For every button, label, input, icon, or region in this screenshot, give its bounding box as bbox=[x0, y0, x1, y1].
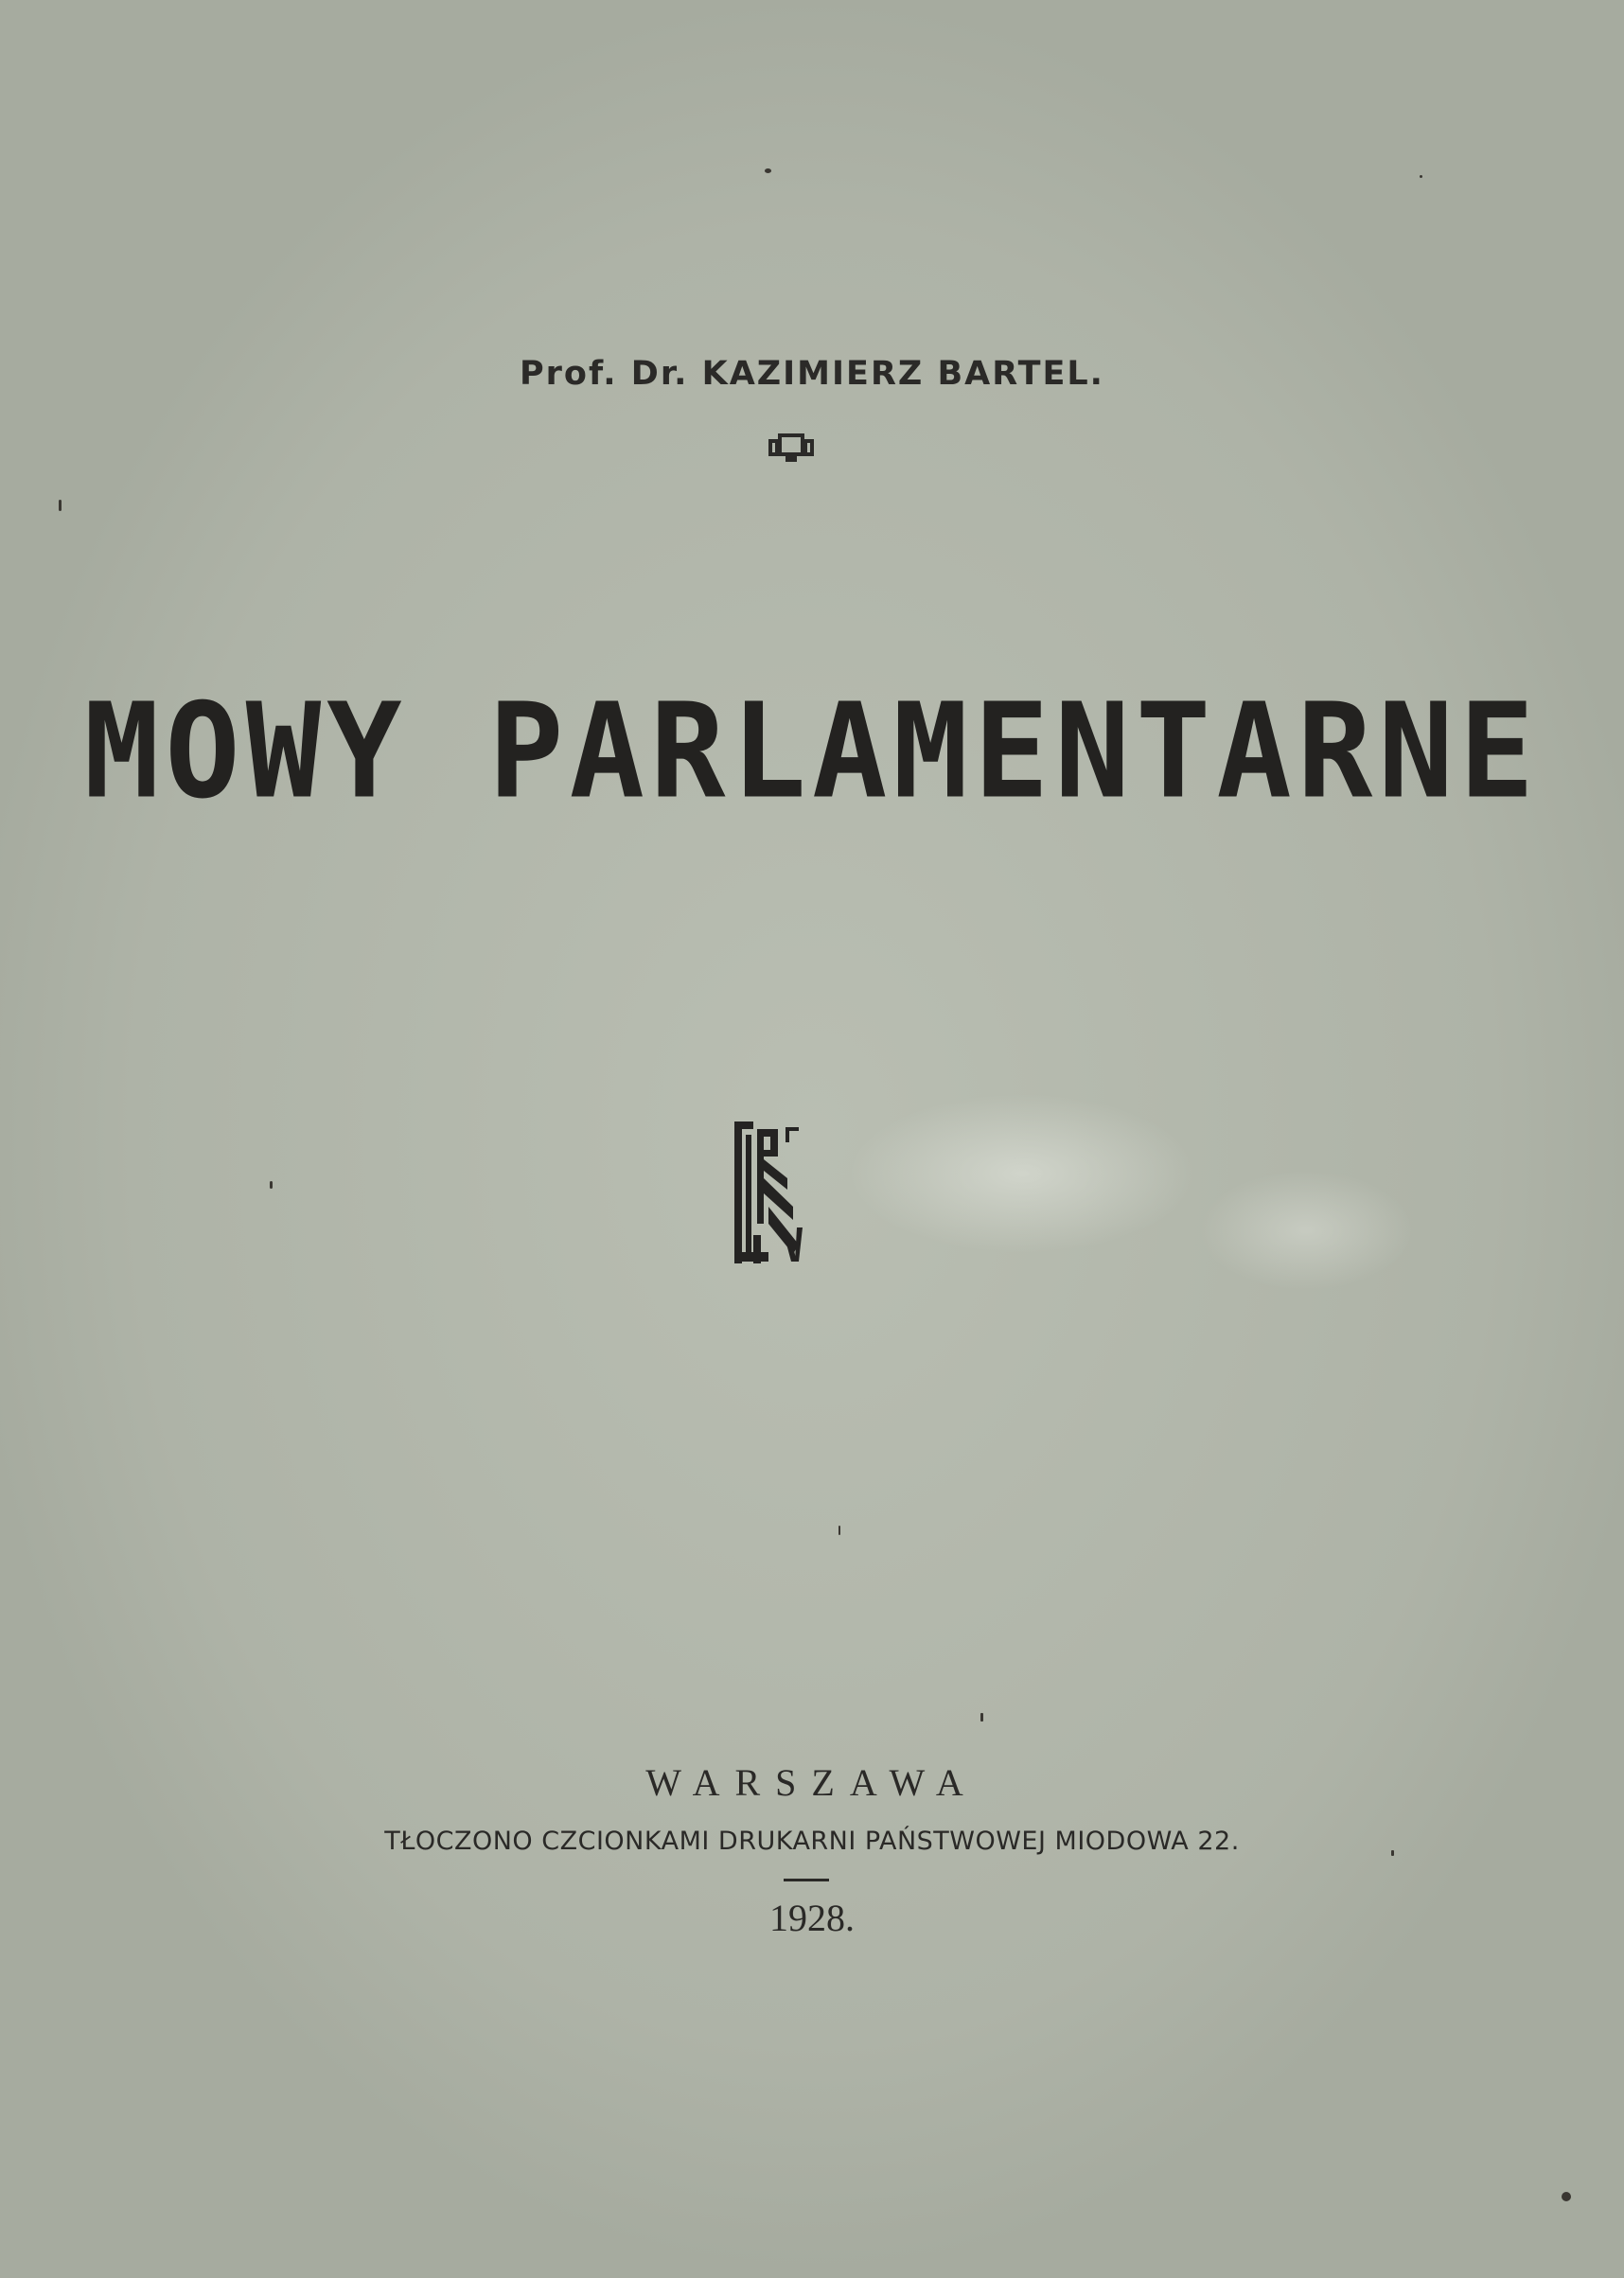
paper-speck bbox=[980, 1713, 983, 1722]
paper-speck bbox=[1562, 2192, 1571, 2201]
imprint-printer: TŁOCZONO CZCIONKAMI DRUKARNI PAŃSTWOWEJ MIODOWA 22. bbox=[384, 1827, 1240, 1856]
author-line: Prof. Dr. KAZIMIERZ BARTEL. bbox=[520, 355, 1104, 393]
paper-speck bbox=[765, 168, 771, 173]
paper-speck bbox=[838, 1526, 840, 1535]
paper-speck bbox=[270, 1181, 273, 1189]
paper-speck bbox=[59, 500, 62, 511]
paper-speck bbox=[1420, 175, 1422, 178]
book-title: MOWY PARLAMENTARNE bbox=[83, 675, 1541, 829]
publisher-monogram-logo bbox=[731, 1121, 818, 1268]
imprint-year: 1928. bbox=[769, 1897, 855, 1939]
imprint-divider bbox=[784, 1879, 829, 1881]
small-printer-ornament-icon bbox=[767, 433, 816, 464]
imprint-city: WARSZAWA bbox=[645, 1761, 979, 1804]
